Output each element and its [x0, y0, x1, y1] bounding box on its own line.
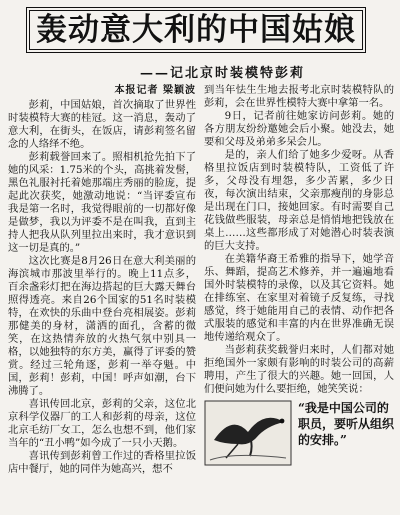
article-left-column	[8, 84, 196, 512]
crane-illustration	[204, 400, 292, 466]
byline: 本报记者 梁颖波	[114, 85, 196, 96]
paragraph: 这次比赛是8月26日在意大利美丽的海滨城市那波里举行的。晚上11点多，百余盏彩灯把在海边搭起的巨大露天舞台照得透亮。来自26个国家的51名时装模特，在欢快的乐曲中登台亮相展姿。彭莉那健美的身材，潇洒的面孔，含蓄的微笑，在这热情奔放的火热气氛中别具一格，以她独特的东方美，赢得了评委的赞赏。经过三轮角逐，彭莉一举夺魁。中国，彭莉！彭莉，中国！呼声如潮，台下沸腾了。	[8, 255, 196, 397]
paragraph: 是的，亲人们给了她多少爱呀。从香格里拉饭店到时装模特队，工资低了许多，父母没有埋怨，多少苦累，多少日夜，每次演出结束，父亲那瘦削的身影总是出现在门口，接她回家。有时需要自己花钱做些服装，母亲总是悄悄地把钱放在桌上……这些都形成了对她潜心时装表演的巨大支持。	[204, 149, 394, 252]
paragraph: 彭莉载誉回来了。照相机抢先拍下了她的风采：1.75米的个头，高挑着发髻，黑色礼服衬托着她那端庄秀丽的脸庞，提起此次获奖，她激动地说：“当评委宣布我是第一名时，我觉得眼前的一切都好像是做梦，我以为评委不是在叫我，直到主持人把我从队列里拉出来时，我才意识到这一切是真的。”	[8, 151, 196, 254]
article-header	[0, 0, 400, 82]
paragraph: 喜讯传回北京，彭莉的父亲，这位北京科学仪器厂的工人和彭莉的母亲，这位北京毛纺厂女工，怎么也想不到，他们家当年的“丑小鸭”如今成了一只小天鹅。	[8, 398, 196, 449]
quote-block	[204, 400, 394, 466]
article-right-column	[204, 84, 394, 512]
paragraph: 9日，记者前往她家访问彭莉。她的各方朋友纷纷邀她会后小聚。她没去，她要和父母及弟弟多呆会儿。	[204, 110, 394, 148]
headline-title: 轰动意大利的中国姑娘	[36, 11, 356, 48]
paragraph: 喜讯传到彭莉曾工作过的香格里拉饭店中餐厅，她的同伴为她高兴，想不	[8, 450, 196, 475]
headline-subtitle: ——记北京时装模特彭莉	[140, 66, 306, 81]
pull-quote: “我是中国公司的职员，要听从组织的安排。”	[298, 401, 395, 447]
paragraph: 彭莉，中国姑娘，首次摘取了世界性时装模特大赛的桂冠。这一消息，轰动了意大利，在街头，在饭店，请彭莉签名留念的人络绎不绝。	[8, 99, 196, 150]
paragraph: 在美籍华裔王希雅的指导下，她学音乐、舞蹈，提高艺术修养，并一遍遍地看国外时装模特的录像，以及其它资料。她在排练室、在家里对着镜子反复练，寻找感觉，终于她能用自己的表情、动作把各式服装的感觉和丰富的内在世界准确无误地传递给观众了。	[204, 253, 394, 343]
headline-box	[26, 7, 366, 53]
paragraph: 当彭莉获奖载誉归来时，人们都对她拒绝国外一家颇有影响的时装公司的高薪聘用，产生了很大的兴趣。她一回国，人们便问她为什么要拒绝，她笑笑说：	[204, 344, 394, 395]
paragraph-continued: 到当年怯生生地去报考北京时装模特队的彭莉，会在世界性模特大赛中拿第一名。	[204, 84, 394, 109]
